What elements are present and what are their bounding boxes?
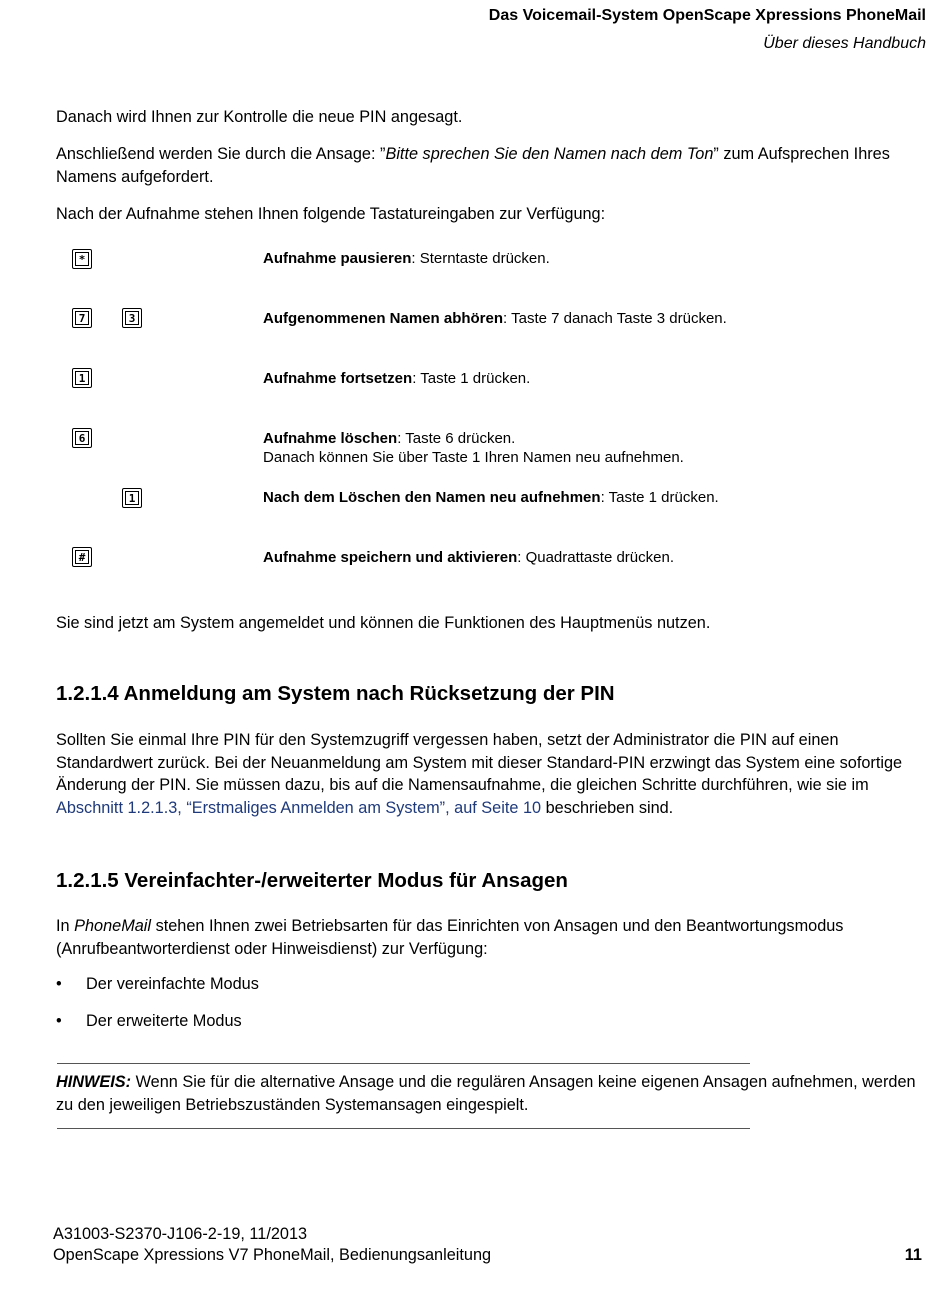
bullet-icon: • — [56, 1012, 62, 1030]
key-glyph: 1 — [125, 491, 139, 505]
prompt-text-start: Anschließend werden Sie durch die Ansage: ” — [56, 145, 386, 163]
note-label: HINWEIS: — [56, 1073, 132, 1091]
action-pause — [263, 249, 550, 268]
paragraph-modes — [56, 915, 922, 960]
hash-key-icon — [72, 547, 92, 567]
action-label: Aufnahme speichern und aktivieren — [263, 549, 518, 566]
note-bottom-rule — [57, 1128, 750, 1129]
action-rerecord — [263, 488, 719, 507]
key-7-icon — [72, 308, 92, 328]
note-body: Wenn Sie für die alternative Ansage und die regulären Ansagen keine eigenen Ansagen aufnehmen, werden zu den jeweiligen Betriebszuständen Systemansagen eingespielt. — [56, 1073, 916, 1114]
action-continue — [263, 369, 530, 388]
action-label: Aufgenommenen Namen abhören — [263, 310, 504, 327]
note-text — [56, 1071, 936, 1116]
action-desc: : Sterntaste drücken. — [411, 250, 550, 267]
key-glyph: 3 — [125, 311, 139, 325]
action-desc: : Quadrattaste drücken. — [517, 549, 674, 566]
action-label: Aufnahme pausieren — [263, 250, 412, 267]
key-glyph: 7 — [75, 311, 89, 325]
key-glyph: * — [75, 252, 89, 266]
action-desc: : Taste 7 danach Taste 3 drücken. — [503, 310, 727, 327]
key-1-icon — [122, 488, 142, 508]
prompt-text-end: ” zum Aufsprechen Ihres Namens aufgefordert. — [56, 145, 890, 186]
product-name: PhoneMail — [74, 917, 152, 935]
modes-text-start: In — [56, 917, 75, 935]
action-desc: : Taste 1 drücken. — [600, 489, 719, 506]
action-save — [263, 548, 674, 567]
action-delete — [263, 429, 684, 467]
action-desc: : Taste 1 drücken. — [412, 370, 531, 387]
key-3-icon — [122, 308, 142, 328]
action-desc-line2: Danach können Sie über Taste 1 Ihren Namen neu aufnehmen. — [263, 449, 684, 466]
key-1-icon — [72, 368, 92, 388]
paragraph-logged-in: Sie sind jetzt am System angemeldet und können die Funktionen des Hauptmenüs nutzen. — [56, 614, 711, 632]
action-label: Nach dem Löschen den Namen neu aufnehmen — [263, 489, 601, 506]
prompt-quote: Bitte sprechen Sie den Namen nach dem Ton — [385, 145, 714, 163]
section-heading-pin-reset: 1.2.1.4 Anmeldung am System nach Rücksetzung der PIN — [56, 682, 615, 705]
paragraph-pin-confirm: Danach wird Ihnen zur Kontrolle die neue PIN angesagt. — [56, 108, 463, 126]
key-6-icon — [72, 428, 92, 448]
key-glyph: # — [75, 550, 89, 564]
star-key-icon — [72, 249, 92, 269]
action-label: Aufnahme löschen — [263, 430, 398, 447]
pin-reset-text-end: beschrieben sind. — [541, 798, 674, 817]
key-glyph: 1 — [75, 371, 89, 385]
action-desc: : Taste 6 drücken. — [397, 430, 516, 447]
running-header-title: Das Voicemail-System OpenScape Xpressions PhoneMail — [488, 7, 926, 24]
paragraph-pin-reset — [56, 729, 922, 819]
section-heading-modes: 1.2.1.5 Vereinfachter-/erweiterter Modus für Ansagen — [56, 869, 568, 892]
running-header-subtitle: Über dieses Handbuch — [763, 35, 926, 52]
bullet-icon: • — [56, 975, 62, 993]
action-listen — [263, 309, 727, 328]
paragraph-name-prompt — [56, 143, 922, 188]
footer-doc-id: A31003-S2370-J106-2-19, 11/2013 — [53, 1225, 308, 1243]
footer-doc-title: OpenScape Xpressions V7 PhoneMail, Bedienungsanleitung — [53, 1246, 492, 1264]
list-item: Der vereinfachte Modus — [86, 975, 259, 993]
action-label: Aufnahme fortsetzen — [263, 370, 413, 387]
key-glyph: 6 — [75, 431, 89, 445]
note-top-rule — [57, 1063, 750, 1064]
pin-reset-text: Sollten Sie einmal Ihre PIN für den Systemzugriff vergessen haben, setzt der Administrator die PIN auf einen Standardwert zurück. Bei der Neuanmeldung am System mit dieser Standard-PIN erzwingt das System eine sofortige Änderung der PIN. Sie müssen dazu, bis auf die Namensaufnahme, die gleichen Schritte durchführen, wie sie im — [56, 731, 903, 794]
page-number: 11 — [904, 1246, 922, 1264]
modes-text-end: stehen Ihnen zwei Betriebsarten für das Einrichten von Ansagen und den Beantwortungsmodus (Anrufbeantworterdienst oder Hinweisdienst) zur Verfügung: — [56, 917, 844, 958]
cross-reference-link[interactable]: Abschnitt 1.2.1.3, “Erstmaliges Anmelden am System”, auf Seite 10 — [56, 798, 542, 817]
list-item: Der erweiterte Modus — [86, 1012, 242, 1030]
paragraph-key-intro: Nach der Aufnahme stehen Ihnen folgende Tastatureingaben zur Verfügung: — [56, 205, 606, 223]
